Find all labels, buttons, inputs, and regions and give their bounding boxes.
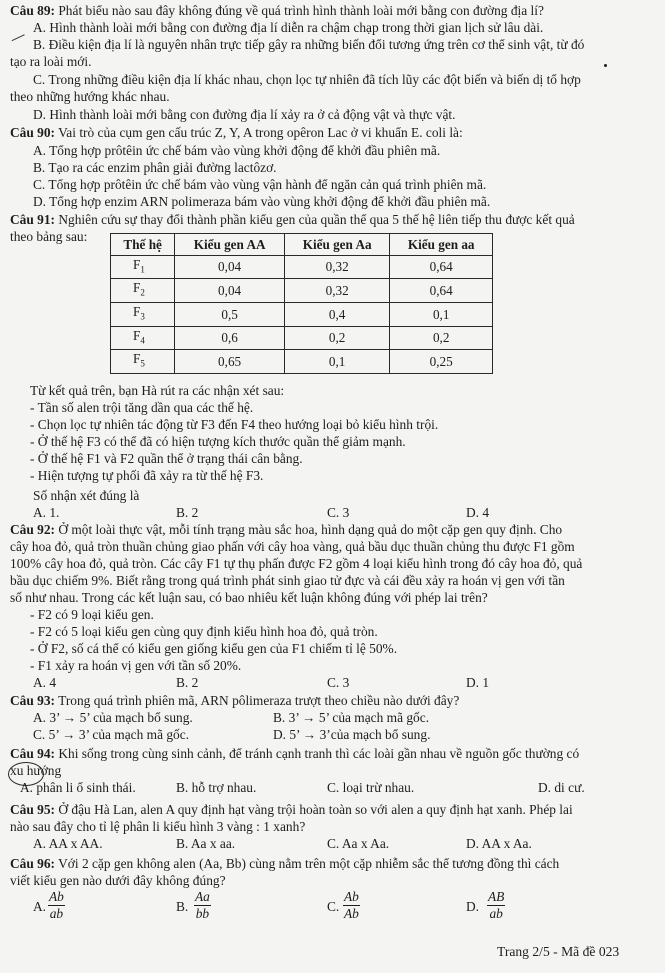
q90-option-c: C. Tổng hợp prôtêin ức chế bám vào vùng vận hành để ngăn cản quá trình phiên mã. xyxy=(33,177,487,192)
table-row xyxy=(111,279,493,303)
q95-stem-cont: nào sau đây cho tỉ lệ phân li kiểu hình 3 vàng : 1 xanh? xyxy=(10,819,306,834)
table-header-row xyxy=(111,234,493,256)
frequency-cell: 0,25 xyxy=(390,350,493,374)
q92-stem-cont: số như nhau. Trong các kết luận sau, có bao nhiêu kết luận không đúng với phép lai trên? xyxy=(10,590,488,605)
q89-option-c-cont: theo những hướng khác nhau. xyxy=(10,89,170,104)
q95-option-b: B. Aa x aa. xyxy=(176,836,236,851)
q95-stem: Câu 95: Ở đậu Hà Lan, alen A quy định hạt vàng trội hoàn toàn so với alen a quy định hạt xanh. Phép lai xyxy=(10,802,573,817)
frequency-cell: 0,1 xyxy=(390,302,493,326)
q91-stem: Câu 91: Nghiên cứu sự thay đổi thành phần kiểu gen của quần thể qua 5 thế hệ liên tiếp thu được kết quả xyxy=(10,212,575,227)
q89-option-b: B. Điều kiện địa lí là nguyên nhân trực tiếp gây ra những biến đổi tương ứng trên cơ thể sinh vật, từ đó xyxy=(33,37,585,52)
q91-question: Số nhận xét đúng là xyxy=(33,488,140,503)
q92-stem-cont: 100% cây hoa đỏ, quả tròn. Các cây F1 tự thụ phấn được F2 gồm 4 loại kiểu hình trong đó cây hoa đỏ, quả xyxy=(10,556,583,571)
frequency-cell: 0,1 xyxy=(284,350,390,374)
frequency-cell: 0,2 xyxy=(390,326,493,350)
q89-stem: Câu 89: Phát biểu nào sau đây không đúng về quá trình hình thành loài mới bằng con đường địa lí? xyxy=(10,3,544,18)
q91-option-c: C. 3 xyxy=(327,505,350,520)
table-header: Thế hệ xyxy=(111,234,175,256)
q91-option-d: D. 4 xyxy=(466,505,490,520)
table-header: Kiểu gen aa xyxy=(390,234,493,256)
q92-statement: - F2 có 9 loại kiểu gen. xyxy=(30,607,154,622)
q90-option-d: D. Tổng hợp enzim ARN polimeraza bám vào vùng khởi động để khởi đầu phiên mã. xyxy=(33,194,491,209)
q93-option-d: D. 5’ → 3’của mạch bổ sung. xyxy=(273,727,431,742)
q96-option-c-letter: C. xyxy=(327,899,340,914)
table-header: Kiểu gen Aa xyxy=(284,234,390,256)
q96-option-a-letter: A. xyxy=(33,899,47,914)
generation-cell: $F_1$ xyxy=(111,255,175,279)
generation-cell: $F_4$ xyxy=(111,326,175,350)
q91-option-a: A. 1. xyxy=(33,505,60,520)
generation-cell: $F_2$ xyxy=(111,279,175,303)
q93-option-c: C. 5’ → 3’ của mạch mã gốc. xyxy=(33,727,190,742)
q95-option-c: C. Aa x Aa. xyxy=(327,836,390,851)
q91-stem-cont: theo bảng sau: xyxy=(10,229,88,244)
frequency-cell: 0,04 xyxy=(175,279,285,303)
q91-statement: - Tần số alen trội tăng dần qua các thế hệ. xyxy=(30,400,254,415)
q92-stem-cont: cây hoa đỏ, quả tròn thuần chủng giao phấn với cây hoa vàng, quả bầu dục thuần chủng thu được F1 gồm xyxy=(10,539,575,554)
generation-cell: $F_5$ xyxy=(111,350,175,374)
generation-cell: $F_3$ xyxy=(111,302,175,326)
q92-option-a: A. 4 xyxy=(33,675,57,690)
q92-stem: Câu 92: Ở một loài thực vật, mỗi tính trạng màu sắc hoa, hình dạng quả do một cặp gen quy định. Cho xyxy=(10,522,563,537)
frequency-cell: 0,6 xyxy=(175,326,285,350)
fraction-numerator: AB xyxy=(488,889,505,904)
q91-intro: Từ kết quả trên, bạn Hà rút ra các nhận xét sau: xyxy=(30,383,285,398)
q94-option-d: D. di cư. xyxy=(538,780,585,795)
q89-option-c: C. Trong những điều kiện địa lí khác nhau, chọn lọc tự nhiên đã tích lũy các đột biến và biến dị tổ hợp xyxy=(33,72,581,87)
pen-mark xyxy=(12,34,27,44)
frequency-cell: 0,5 xyxy=(175,302,285,326)
q93-stem: Câu 93: Trong quá trình phiên mã, ARN pôlimeraza trượt theo chiều nào dưới đây? xyxy=(10,693,460,708)
table-row xyxy=(111,350,493,374)
q94-stem-cont: xu hướng xyxy=(10,763,62,778)
q89-option-a: A. Hình thành loài mới bằng con đường địa lí diễn ra chậm chạp trong thời gian lịch sử lâu dài. xyxy=(33,20,544,35)
q91-statement: - Ở thế hệ F1 và F2 quần thể ở trạng thái cân bằng. xyxy=(30,451,303,466)
frequency-cell: 0,32 xyxy=(284,255,390,279)
q94-option-c: C. loại trừ nhau. xyxy=(327,780,415,795)
q92-statement: - F1 xảy ra hoán vị gen với tần số 20%. xyxy=(30,658,242,673)
q92-stem-cont: bầu dục chiếm 9%. Biết rằng trong quá trình phát sinh giao tử đực và cái đều xảy ra hoán vị gen với tần xyxy=(10,573,565,588)
fraction-numerator: Ab xyxy=(344,889,359,904)
frequency-cell: 0,64 xyxy=(390,255,493,279)
table-header: Kiểu gen AA xyxy=(175,234,285,256)
q94-stem: Câu 94: Khi sống trong cùng sinh cảnh, để tránh cạnh tranh thì các loài gần nhau về nguồn gốc thường có xyxy=(10,746,580,761)
q91-option-b: B. 2 xyxy=(176,505,199,520)
q94-option-b: B. hỗ trợ nhau. xyxy=(176,780,257,795)
q89-option-d: D. Hình thành loài mới bằng con đường địa lí xảy ra ở cả động vật và thực vật. xyxy=(33,107,456,122)
q90-option-a: A. Tổng hợp prôtêin ức chế bám vào vùng khởi động để khởi đầu phiên mã. xyxy=(33,143,441,158)
frequency-cell: 0,2 xyxy=(284,326,390,350)
frequency-cell: 0,04 xyxy=(175,255,285,279)
fraction-denominator: ab xyxy=(489,906,503,921)
fraction-numerator: Ab xyxy=(49,889,64,904)
q91-statement: - Chọn lọc tự nhiên tác động từ F3 đến F4 theo hướng loại bỏ kiểu hình trội. xyxy=(30,417,439,432)
table-row xyxy=(111,326,493,350)
q93-option-a: A. 3’ → 5’ của mạch bổ sung. xyxy=(33,710,193,725)
q92-statement: - Ở F2, số cá thể có kiểu gen giống kiểu gen của F1 chiếm tỉ lệ 50%. xyxy=(30,641,398,656)
q96-stem-cont: viết kiểu gen nào dưới đây không đúng? xyxy=(10,873,226,888)
q89-option-b-cont: tạo ra loài mới. xyxy=(10,54,92,69)
pen-dot xyxy=(604,64,607,67)
page-footer: Trang 2/5 - Mã đề 023 xyxy=(497,944,620,959)
q96-option-b-letter: B. xyxy=(176,899,189,914)
q96-option-d-fraction xyxy=(487,889,505,922)
q92-option-c: C. 3 xyxy=(327,675,350,690)
frequency-cell: 0,4 xyxy=(284,302,390,326)
frequency-cell: 0,64 xyxy=(390,279,493,303)
q94-option-a: A. phân li ổ sinh thái. xyxy=(20,780,136,795)
q92-statement: - F2 có 5 loại kiểu gen cùng quy định kiểu hình hoa đỏ, quả tròn. xyxy=(30,624,378,639)
q92-option-b: B. 2 xyxy=(176,675,199,690)
q91-statement: - Ở thế hệ F3 có thể đã có hiện tượng kích thước quần thể giảm mạnh. xyxy=(30,434,406,449)
q96-option-a-fraction xyxy=(48,889,65,922)
table-row xyxy=(111,255,493,279)
frequency-cell: 0,65 xyxy=(175,350,285,374)
q91-statement: - Hiện tượng tự phối đã xảy ra từ thế hệ F3. xyxy=(30,468,264,483)
q95-option-d: D. AA x Aa. xyxy=(466,836,532,851)
frequency-cell: 0,32 xyxy=(284,279,390,303)
q96-option-b-fraction xyxy=(194,889,211,922)
q96-option-c-fraction xyxy=(343,889,360,922)
genotype-table xyxy=(110,233,493,374)
q90-option-b: B. Tạo ra các enzim phân giải đường lactôzơ. xyxy=(33,160,277,175)
fraction-denominator: ab xyxy=(49,906,64,921)
fraction-numerator: Aa xyxy=(195,889,210,904)
q96-option-d-letter: D. xyxy=(466,899,480,914)
q93-option-b: B. 3’ → 5’ của mạch mã gốc. xyxy=(273,710,430,725)
fraction-denominator: bb xyxy=(195,906,210,921)
q95-option-a: A. AA x AA. xyxy=(33,836,103,851)
q92-option-d: D. 1 xyxy=(466,675,490,690)
table-row xyxy=(111,302,493,326)
fraction-denominator: Ab xyxy=(344,906,359,921)
q90-stem: Câu 90: Vai trò của cụm gen cấu trúc Z, Y, A trong opêron Lac ở vi khuẩn E. coli là: xyxy=(10,125,463,140)
q96-stem: Câu 96: Với 2 cặp gen không alen (Aa, Bb) cùng nằm trên một cặp nhiễm sắc thể tương đồng thì cách xyxy=(10,856,560,871)
